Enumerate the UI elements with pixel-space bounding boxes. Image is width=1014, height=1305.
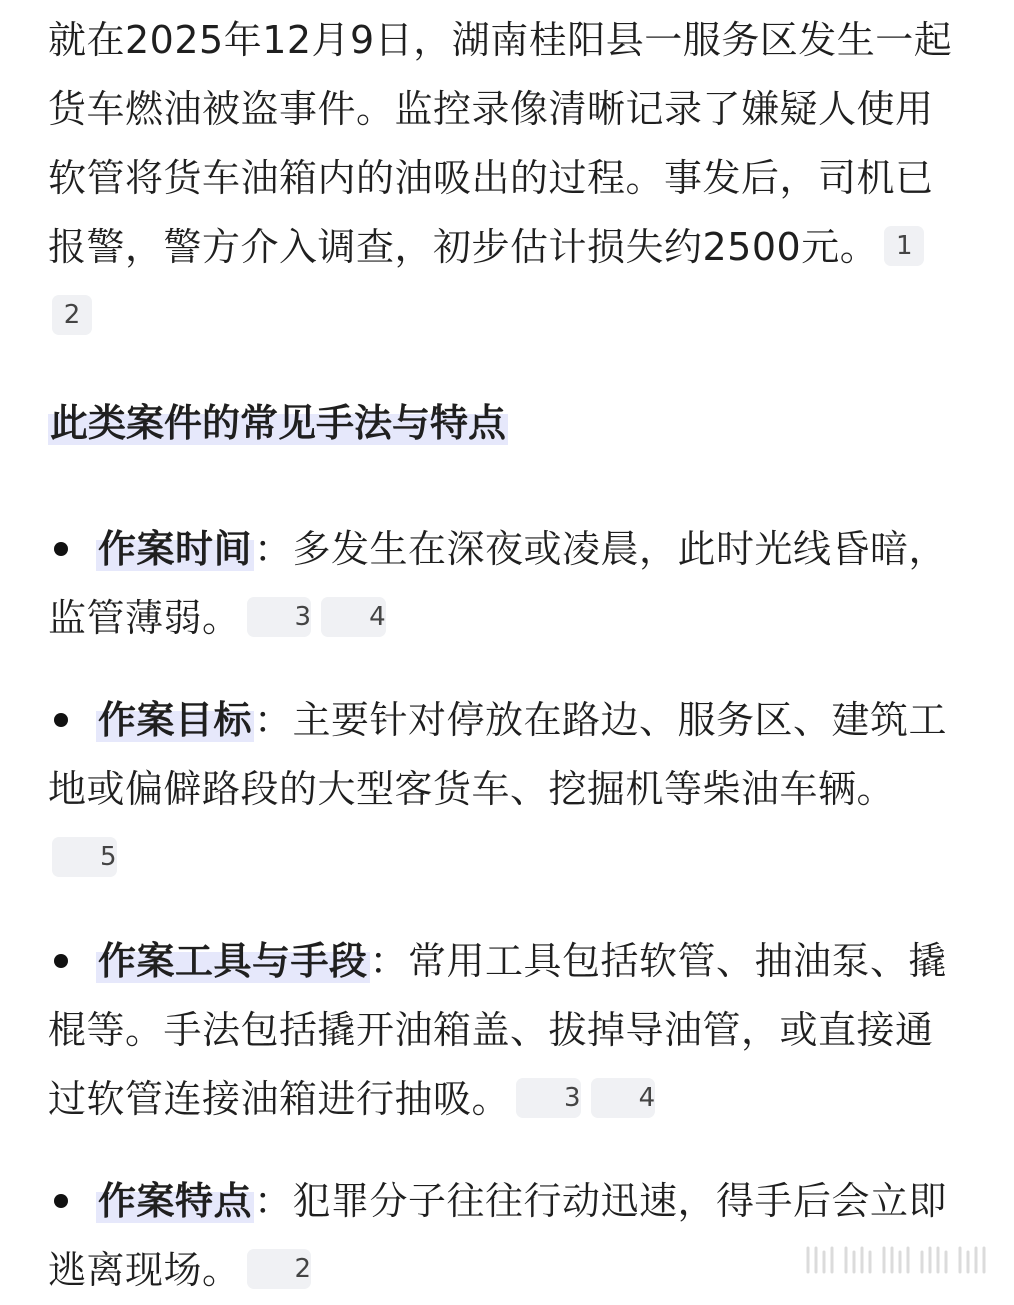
feature-list — [48, 515, 970, 1305]
citation-badge[interactable]: 3 — [516, 1078, 581, 1118]
citation-badge[interactable]: 4 — [321, 597, 386, 637]
bullet-icon — [54, 713, 68, 727]
item-term: 作案工具与手段 — [98, 939, 368, 983]
item-text: 常用工具包括软管、抽油泵、撬棍等。手法包括撬开油箱盖、拔掉导油管，或直接通过软管连接油箱进行抽吸。 — [48, 939, 948, 1121]
item-term: 作案特点 — [98, 1179, 253, 1223]
bullet-icon — [54, 1194, 68, 1208]
item-separator: ： — [254, 1179, 293, 1223]
watermark-icon — [802, 1242, 992, 1278]
bullet-icon — [54, 954, 68, 968]
citation-badge[interactable]: 3 — [247, 597, 312, 637]
item-text: 主要针对停放在路边、服务区、建筑工地或偏僻路段的大型客货车、挖掘机等柴油车辆。 — [48, 698, 948, 811]
citation-badge[interactable]: 2 — [52, 295, 92, 335]
list-item — [48, 686, 970, 893]
item-separator: ： — [254, 698, 293, 742]
citation-badge[interactable]: 1 — [884, 226, 924, 266]
list-item — [48, 515, 970, 653]
answer-content — [48, 6, 970, 1305]
item-term: 作案时间 — [98, 527, 253, 571]
intro-paragraph — [48, 6, 970, 351]
section-heading-text: 此类案件的常见手法与特点 — [50, 401, 507, 445]
intro-text: 就在2025年12月9日，湖南桂阳县一服务区发生一起货车燃油被盗事件。监控录像清晰记录了嫌疑人使用软管将货车油箱内的油吸出的过程。事发后，司机已报警，警方介入调查，初步估计损失约2500元。 — [48, 18, 953, 269]
item-text: 犯罪分子往往行动迅速，得手后会立即逃离现场。 — [48, 1179, 948, 1292]
list-item — [48, 927, 970, 1134]
item-text: 多发生在深夜或凌晨，此时光线昏暗，监管薄弱。 — [48, 527, 948, 640]
bullet-icon — [54, 542, 68, 556]
citation-badge[interactable]: 2 — [247, 1249, 312, 1289]
citation-badge[interactable]: 4 — [591, 1078, 656, 1118]
citation-badge[interactable]: 5 — [52, 837, 117, 877]
item-separator: ： — [369, 939, 409, 983]
item-term: 作案目标 — [98, 698, 253, 742]
section-heading — [48, 393, 970, 453]
list-item — [48, 1167, 970, 1305]
item-separator: ： — [254, 527, 293, 571]
